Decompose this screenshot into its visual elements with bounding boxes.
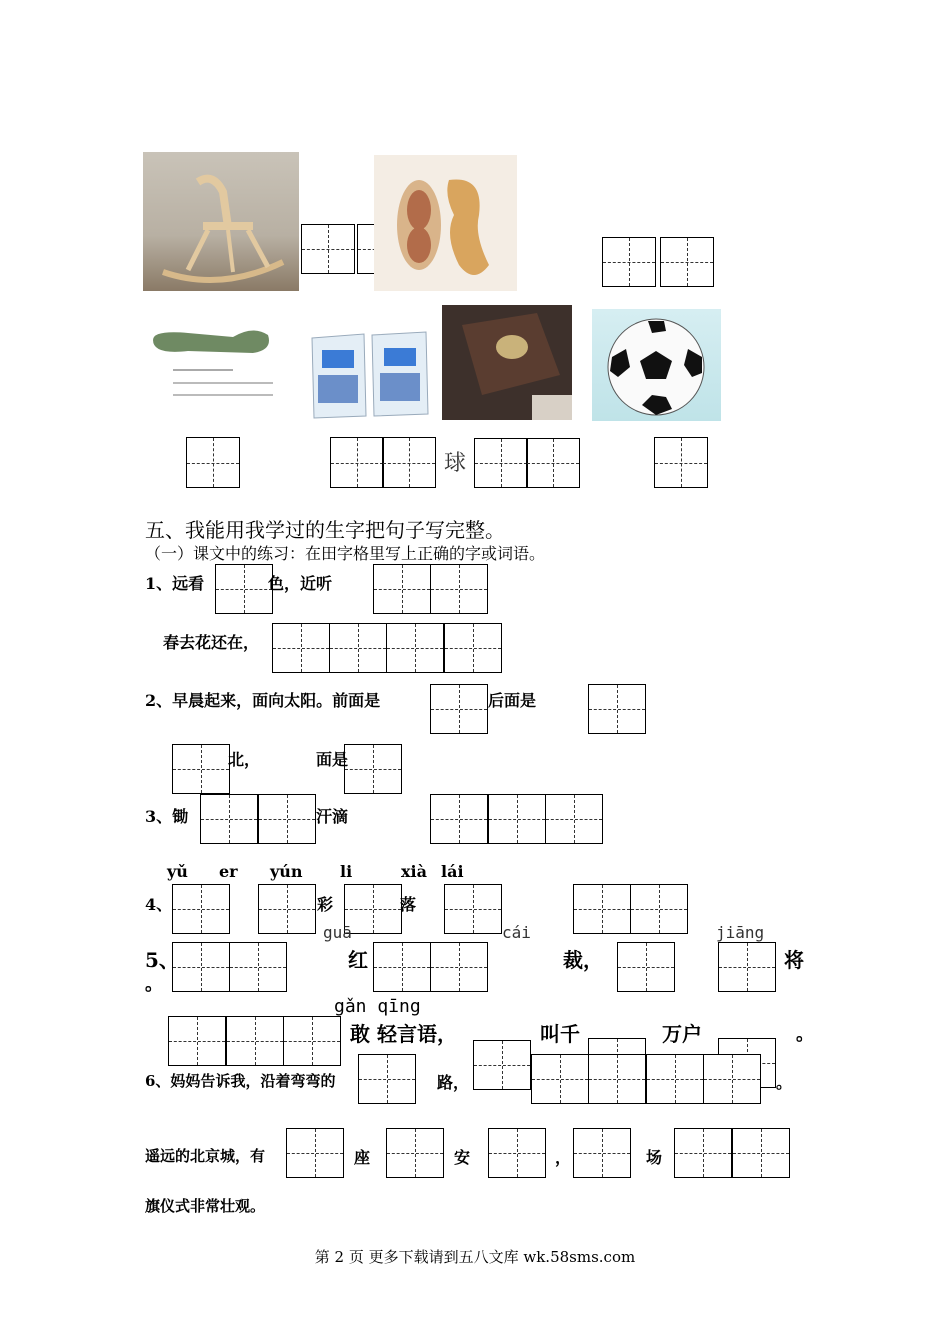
answer-box[interactable] — [258, 884, 316, 934]
q6-text-b: 路， — [437, 1073, 470, 1092]
answer-box[interactable] — [703, 1054, 761, 1104]
page-footer: 第 2 页 更多下载请到五八文库 wk.58sms.com — [314, 1248, 636, 1266]
answer-box[interactable] — [329, 623, 387, 673]
q2-text-b: 后面是 — [488, 691, 537, 710]
q6-line2-a: 遥远的北京城，有 — [145, 1147, 266, 1165]
q2-text-a: 2、早晨起来，面向太阳。前面是 — [145, 691, 381, 710]
answer-box[interactable] — [301, 224, 355, 274]
q5-pinyin-3: jiāng — [716, 923, 765, 942]
answer-box[interactable] — [526, 438, 580, 488]
answer-box[interactable] — [258, 794, 316, 844]
answer-box[interactable] — [617, 942, 675, 992]
q5-char-4: 敢 轻言语， — [350, 1022, 457, 1046]
answer-box[interactable] — [732, 1128, 790, 1178]
answer-box[interactable] — [430, 794, 488, 844]
answer-box[interactable] — [386, 623, 444, 673]
toothbrush-image — [143, 315, 293, 415]
answer-box[interactable] — [373, 942, 431, 992]
answer-box[interactable] — [186, 437, 240, 488]
answer-box[interactable] — [573, 1128, 631, 1178]
q4-pinyin-1: yǔ — [167, 862, 188, 881]
q4-pinyin-3: yún — [270, 862, 303, 881]
q4-char-1: 彩 — [317, 895, 334, 914]
answer-box[interactable] — [344, 884, 402, 934]
answer-box[interactable] — [473, 1040, 531, 1090]
q4-pinyin-2: er — [219, 862, 238, 881]
rocking-horse-image — [143, 152, 299, 291]
q5-pinyin-1: guā — [323, 923, 352, 942]
q6-end: 。 — [776, 1073, 793, 1092]
q6-line2-e: 场 — [646, 1148, 663, 1167]
q5-pinyin-4: gǎn qīng — [334, 996, 421, 1017]
answer-box[interactable] — [382, 437, 436, 488]
answer-box[interactable] — [474, 438, 528, 488]
answer-box[interactable] — [172, 744, 230, 794]
q5-char-6: 万户 — [662, 1022, 702, 1046]
answer-box[interactable] — [168, 1016, 226, 1066]
q4-pinyin-4: li — [340, 862, 353, 881]
q3-text-b: 汗滴 — [316, 807, 349, 826]
answer-box[interactable] — [718, 942, 776, 992]
answer-box[interactable] — [531, 1054, 589, 1104]
q2-text-c: 北， — [228, 750, 261, 769]
answer-box[interactable] — [172, 942, 230, 992]
q4-pinyin-6: lái — [441, 862, 464, 881]
q5-pinyin-2: cái — [502, 923, 531, 942]
answer-box[interactable] — [358, 1054, 416, 1104]
q5-char-2: 裁， — [563, 948, 603, 972]
answer-box[interactable] — [200, 794, 258, 844]
q4-number: 4、 — [145, 895, 173, 914]
q5-end: 。 — [796, 1024, 814, 1045]
answer-box[interactable] — [283, 1016, 341, 1066]
ball-char: 球 — [444, 451, 467, 476]
q6-line2-d: ， — [555, 1148, 572, 1167]
answer-box[interactable] — [229, 942, 287, 992]
answer-box[interactable] — [646, 1054, 704, 1104]
q6-line2-b: 座 — [354, 1148, 371, 1167]
answer-box[interactable] — [386, 1128, 444, 1178]
answer-box[interactable] — [373, 564, 431, 614]
q1-text-b: 色，近听 — [268, 574, 333, 593]
answer-box[interactable] — [444, 884, 502, 934]
q3-text-a: 3、锄 — [145, 807, 189, 826]
answer-box[interactable] — [660, 237, 714, 287]
answer-box[interactable] — [674, 1128, 732, 1178]
answer-box[interactable] — [172, 884, 230, 934]
answer-box[interactable] — [286, 1128, 344, 1178]
answer-box[interactable] — [588, 1054, 646, 1104]
q6-line3: 旗仪式非常壮观。 — [145, 1197, 266, 1215]
q4-char-2: 落 — [400, 895, 417, 914]
q1-text-a: 1、远看 — [145, 574, 205, 593]
answer-box[interactable] — [272, 623, 330, 673]
q6-text-a: 6、妈妈告诉我，沿着弯弯的 — [145, 1072, 336, 1090]
section-title: 五、我能用我学过的生字把句子写完整。 — [145, 518, 505, 542]
q5-char-5: 叫千 — [540, 1022, 580, 1046]
answer-box[interactable] — [630, 884, 688, 934]
q6-line2-c: 安 — [454, 1148, 471, 1167]
answer-box[interactable] — [430, 942, 488, 992]
answer-box[interactable] — [654, 437, 708, 488]
soccer-ball-image — [592, 309, 721, 421]
q5-char-3: 将 — [784, 948, 804, 972]
gift-box-image — [442, 305, 572, 420]
section-subtitle: （一）课文中的练习：在田字格里写上正确的字或词语。 — [145, 544, 546, 563]
answer-box[interactable] — [330, 437, 384, 488]
q2-text-d: 面是 — [316, 750, 349, 769]
answer-box[interactable] — [545, 794, 603, 844]
rice-bags-image — [306, 330, 433, 420]
answer-box[interactable] — [488, 1128, 546, 1178]
q1-text-c: 春去花还在， — [163, 633, 260, 652]
answer-box[interactable] — [430, 564, 488, 614]
answer-box[interactable] — [602, 237, 656, 287]
answer-box[interactable] — [444, 623, 502, 673]
q5-char-1: 红 — [348, 948, 368, 972]
q5-dot: 。 — [145, 974, 163, 995]
answer-box[interactable] — [488, 794, 546, 844]
q4-pinyin-5: xià — [401, 862, 427, 881]
answer-box[interactable] — [215, 564, 273, 614]
answer-box[interactable] — [573, 884, 631, 934]
answer-box[interactable] — [588, 684, 646, 734]
answer-box[interactable] — [430, 684, 488, 734]
peanut-image — [374, 155, 517, 291]
q5-number: 5、 — [145, 948, 179, 972]
answer-box[interactable] — [344, 744, 402, 794]
answer-box[interactable] — [226, 1016, 284, 1066]
